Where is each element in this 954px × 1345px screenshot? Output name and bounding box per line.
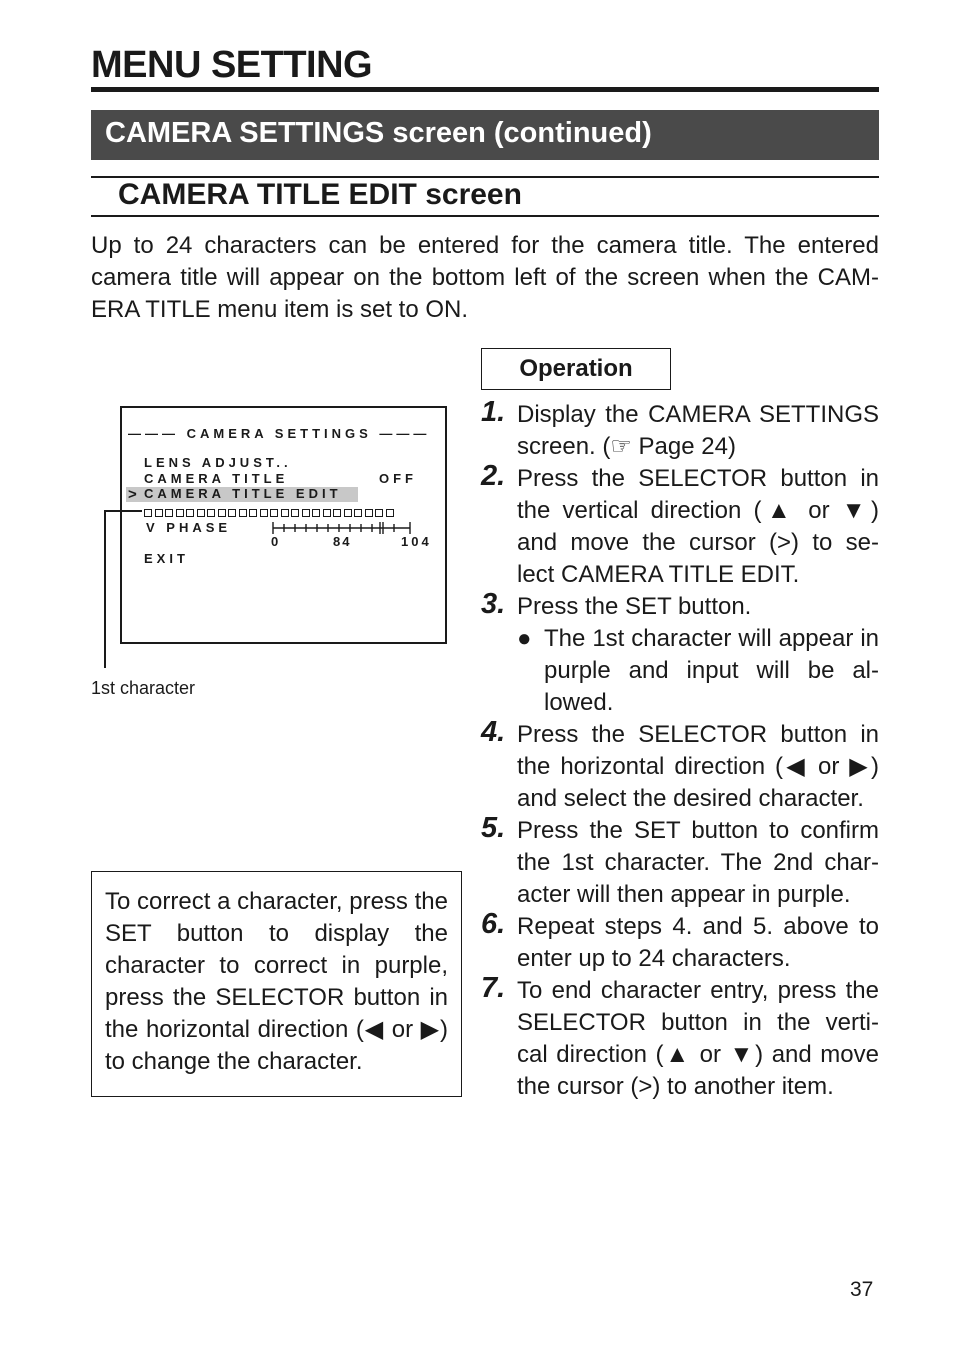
character-slot	[239, 509, 247, 517]
intro-paragraph: Up to 24 characters can be entered for the camera title. The entered camera title will appear on the bottom left of the screen when the CAM- ERA TITLE menu item is set to ON.	[91, 232, 879, 323]
character-slot	[144, 509, 152, 517]
subsection-rule-bottom	[91, 215, 879, 217]
step-number: 1.	[481, 396, 506, 428]
screen-header: ——— CAMERA SETTINGS ———	[128, 426, 431, 441]
character-slot	[323, 509, 331, 517]
menu-item-camera-title-edit: CAMERA TITLE EDIT	[144, 486, 342, 501]
step-number: 3.	[481, 588, 506, 620]
step-5	[481, 812, 879, 911]
step-number: 7.	[481, 972, 506, 1004]
character-slot	[344, 509, 352, 517]
character-slot	[176, 509, 184, 517]
scale-label-mid: 84	[333, 534, 352, 549]
character-slot	[197, 509, 205, 517]
character-slot	[386, 509, 394, 517]
step-number: 5.	[481, 812, 506, 844]
character-slot	[218, 509, 226, 517]
character-slot	[375, 509, 383, 517]
character-slot	[281, 509, 289, 517]
step-1	[481, 396, 879, 463]
step-4	[481, 716, 879, 815]
character-slot	[333, 509, 341, 517]
step-number: 2.	[481, 460, 506, 492]
step-text: Repeat steps 4. and 5. above to enter up to 24 characters.	[517, 913, 879, 972]
bullet-text: The 1st character will appear in purple and input will be al- lowed.	[544, 625, 879, 716]
character-slot	[365, 509, 373, 517]
bullet-dot-icon: ●	[517, 625, 532, 652]
character-slot	[302, 509, 310, 517]
step-text: Press the SET button to confirm the 1st character. The 2nd char- acter will then appear in purple.	[517, 817, 879, 908]
callout-line-horizontal	[104, 510, 142, 512]
step-number: 4.	[481, 716, 506, 748]
step-text: Display the CAMERA SETTINGS screen. (☞ Page 24)	[517, 401, 879, 460]
menu-item-lens-adjust: LENS ADJUST..	[144, 455, 292, 470]
menu-item-camera-title: CAMERA TITLE	[144, 471, 289, 486]
character-slot	[228, 509, 236, 517]
character-slot	[270, 509, 278, 517]
step-text: Press the SELECTOR button in the vertical direction (▲ or ▼) and move the cursor (>) to se- lect CAMERA TITLE EDIT.	[517, 465, 879, 588]
scale-label-min: 0	[271, 534, 281, 549]
step-text: Press the SET button.	[517, 593, 752, 620]
character-slot	[155, 509, 163, 517]
first-character-caption: 1st character	[91, 678, 196, 698]
step-3	[481, 588, 879, 719]
character-slot	[207, 509, 215, 517]
step-text: Press the SELECTOR button in the horizontal direction (◀ or ▶) and select the desired character.	[517, 721, 879, 812]
callout-line-vertical	[104, 510, 106, 668]
step-text: To end character entry, press the SELECTOR button in the verti- cal direction (▲ or ▼) and move the cursor (>) to another item.	[517, 977, 879, 1100]
menu-item-camera-title-value: OFF	[379, 471, 417, 486]
correction-note: To correct a character, press the SET button to display the character to correct in purple, press the SELECTOR button in the horizontal direction (◀ or ▶) to change the character.	[91, 871, 462, 1097]
character-slot	[291, 509, 299, 517]
character-slot	[312, 509, 320, 517]
page-number: 37	[850, 1278, 874, 1301]
character-slot	[165, 509, 173, 517]
character-slot	[260, 509, 268, 517]
subsection-title: CAMERA TITLE EDIT screen	[118, 178, 522, 211]
menu-cursor: >	[128, 486, 137, 503]
section-banner	[91, 110, 879, 160]
operation-heading: Operation	[519, 355, 633, 382]
step-3-bullet	[517, 623, 879, 719]
title-rule	[91, 87, 879, 92]
operation-steps	[481, 396, 879, 1103]
character-slot	[249, 509, 257, 517]
menu-item-v-phase: V PHASE	[146, 520, 232, 535]
step-number: 6.	[481, 908, 506, 940]
page-title: MENU SETTING	[91, 44, 373, 86]
menu-item-exit: EXIT	[144, 551, 189, 566]
scale-label-max: 104	[401, 534, 432, 549]
operation-heading-box	[481, 348, 671, 390]
step-6	[481, 908, 879, 975]
section-title: CAMERA SETTINGS screen (continued)	[105, 117, 652, 149]
character-slot	[354, 509, 362, 517]
step-2	[481, 460, 879, 591]
character-slot	[186, 509, 194, 517]
step-7	[481, 972, 879, 1103]
